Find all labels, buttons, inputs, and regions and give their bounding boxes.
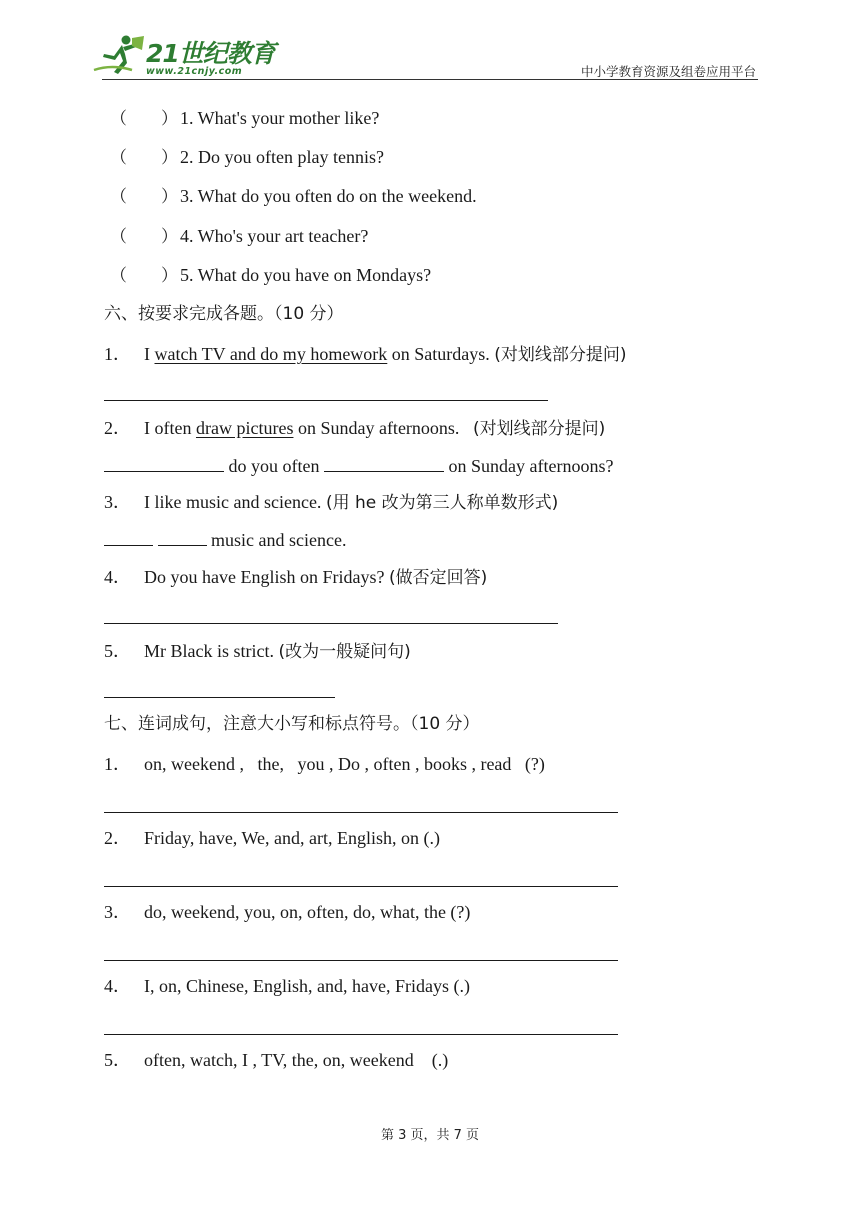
page-number: 第 3 页，共 7 页 (380, 1128, 480, 1143)
answer-line[interactable] (104, 812, 618, 813)
answer-blank[interactable] (158, 529, 207, 546)
section-7-item: 2． Friday, have, We, and, art, English, on (.) (104, 828, 440, 848)
logo-url: www.21cnjy.com (146, 66, 243, 77)
header-divider (102, 79, 758, 80)
section-6-title: 六、按要求完成各题。（10 分） (104, 304, 344, 324)
match-item: （ ） 1. What's your mother like? (110, 108, 380, 129)
section-7-title: 七、连词成句，注意大小写和标点符号。（10 分） (104, 714, 480, 734)
match-item: （ ） 3. What do you often do on the weekend. (110, 186, 477, 207)
section-6-question-4: 4． Do you have English on Fridays? (做否定回答) (104, 567, 488, 588)
answer-line[interactable] (104, 886, 618, 887)
answer-line[interactable] (104, 1034, 618, 1035)
section-6-question-3: 3． I like music and science. (用 he 改为第三人称单数形式) (104, 492, 559, 513)
answer-line[interactable] (104, 960, 618, 961)
match-item: （ ） 5. What do you have on Mondays? (110, 265, 432, 286)
match-item: （ ） 2. Do you often play tennis? (110, 147, 384, 168)
answer-line[interactable] (104, 400, 548, 401)
answer-blank[interactable] (104, 529, 153, 546)
section-7-item: 4． I, on, Chinese, English, and, have, Fridays (.) (104, 976, 470, 996)
answer-line[interactable] (104, 697, 335, 698)
section-7-item: 1． on, weekend , the, you , Do , often , books , read (?) (104, 754, 545, 774)
section-6-answer-2: do you often on Sunday afternoons? (104, 454, 613, 478)
section-6-answer-3: music and science. (104, 528, 346, 552)
answer-blank[interactable] (104, 455, 224, 472)
logo-text: 21世纪教育 (146, 39, 275, 68)
platform-name: 中小学教育资源及组卷应用平台 (580, 64, 756, 79)
answer-blank[interactable] (324, 455, 444, 472)
section-6-question-2: 2． I often draw pictures on Sunday afternoons. (对划线部分提问) (104, 418, 606, 439)
section-7-item: 3． do, weekend, you, on, often, do, what, the (?) (104, 902, 471, 922)
match-item: （ ） 4. Who's your art teacher? (110, 226, 369, 247)
section-7-item: 5． often, watch, I , TV, the, on, weekend (.) (104, 1050, 449, 1070)
running-figure-logo-icon (92, 34, 148, 76)
section-6-question-1: 1． I watch TV and do my homework on Saturdays. (对划线部分提问) (104, 344, 627, 365)
answer-line[interactable] (104, 623, 558, 624)
page-header (0, 0, 860, 84)
section-6-question-5: 5． Mr Black is strict. (改为一般疑问句) (104, 641, 411, 662)
